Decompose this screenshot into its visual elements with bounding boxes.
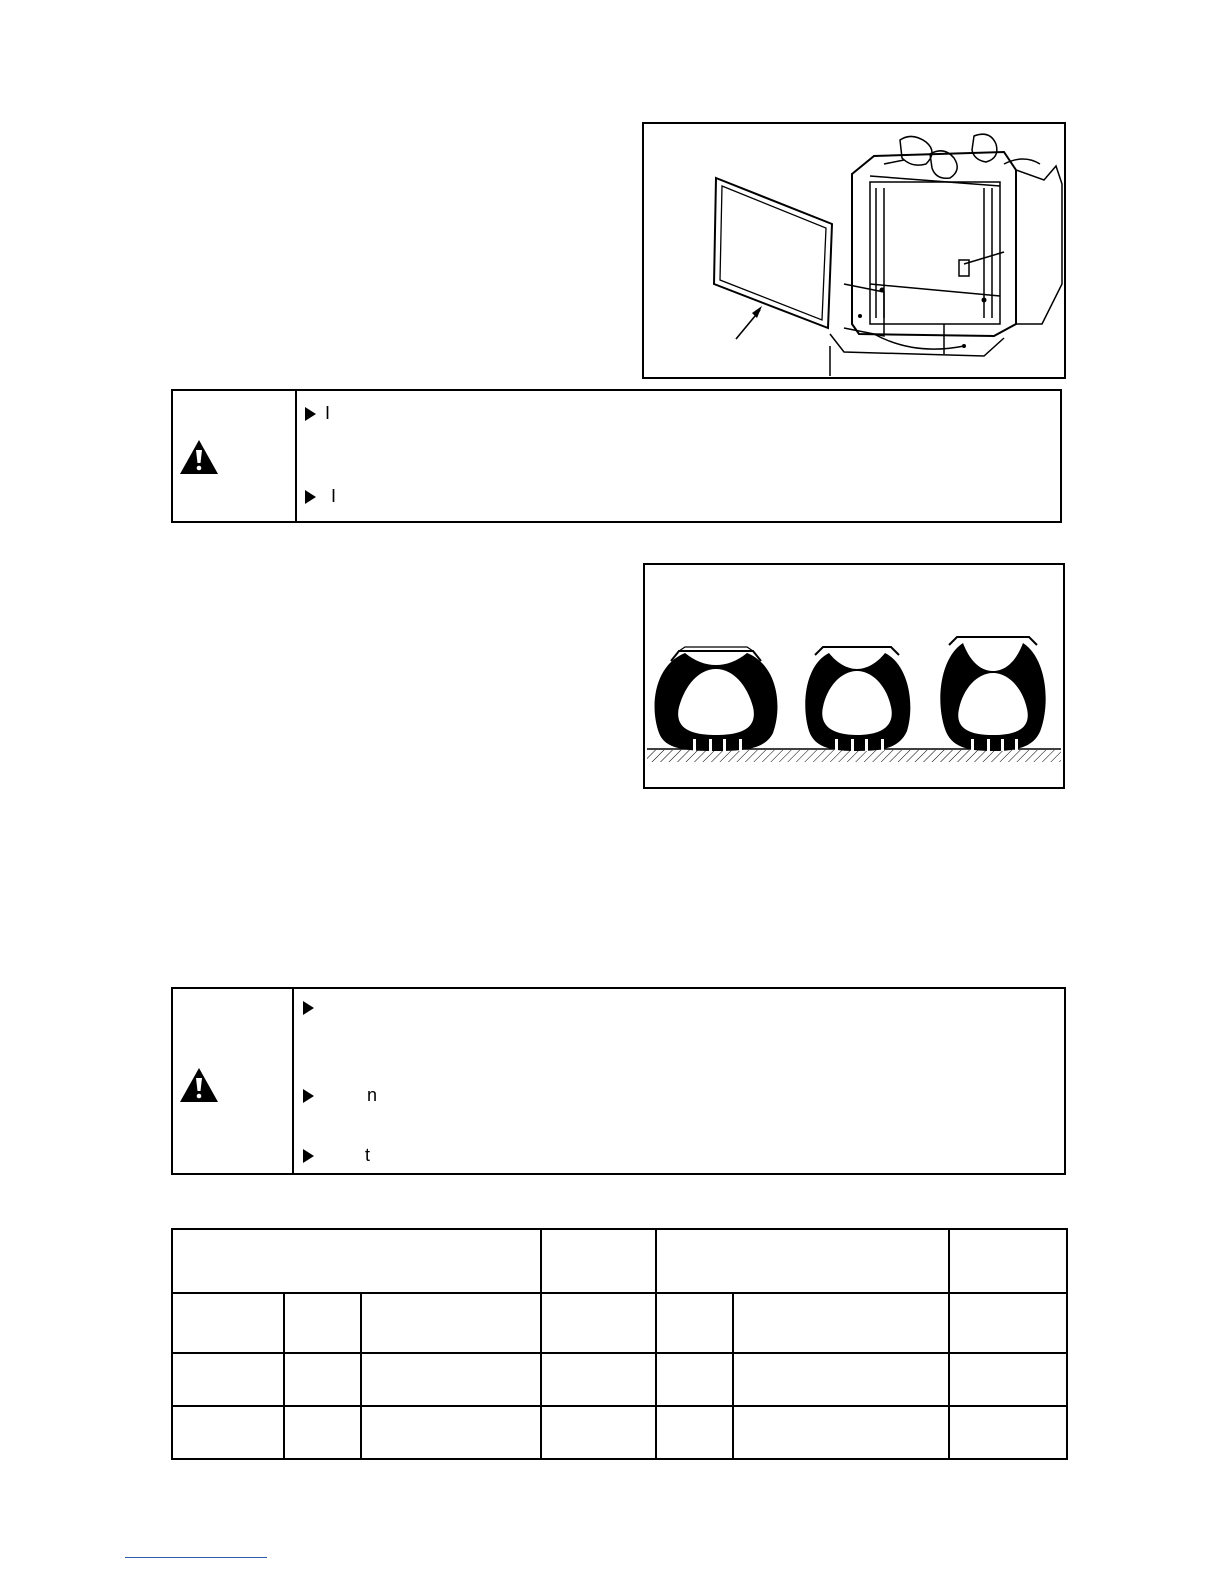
table-cell <box>284 1406 361 1459</box>
table-cell <box>656 1353 733 1406</box>
table-cell <box>361 1293 541 1353</box>
radiator-screen-figure <box>642 122 1066 379</box>
footer-rule <box>125 1557 267 1558</box>
tire-inflation-illustration <box>645 565 1063 787</box>
tire-underinflated <box>655 647 778 751</box>
bullet-arrow-icon <box>303 1001 314 1015</box>
bullet-arrow-icon <box>305 490 316 504</box>
table-cell <box>949 1406 1067 1459</box>
warning-2-bullet-3-text: t <box>365 1145 371 1165</box>
table-row <box>172 1293 1067 1353</box>
table-cell <box>733 1406 949 1459</box>
warning-2-bullet-3 <box>303 1145 370 1166</box>
warning-box-1-icon-cell <box>173 391 297 521</box>
radiator-screen-illustration <box>644 124 1064 377</box>
table-cell <box>541 1293 656 1353</box>
warning-2-bullet-2 <box>303 1085 377 1106</box>
table-cell <box>656 1293 733 1353</box>
table-cell <box>733 1353 949 1406</box>
table-header-cell <box>656 1229 949 1293</box>
table-header-cell <box>541 1229 656 1293</box>
table-cell <box>172 1406 284 1459</box>
table-row <box>172 1353 1067 1406</box>
table-cell <box>541 1406 656 1459</box>
table-header-cell <box>172 1229 541 1293</box>
warning-triangle-icon <box>179 439 219 475</box>
tire-inflation-figure <box>643 563 1065 789</box>
table-row <box>172 1406 1067 1459</box>
table-header-row <box>172 1229 1067 1293</box>
table-cell <box>733 1293 949 1353</box>
table-cell <box>949 1353 1067 1406</box>
warning-1-bullet-1 <box>305 403 330 424</box>
warning-box-1 <box>171 389 1062 523</box>
warning-1-bullet-1-text: I <box>325 403 331 423</box>
tire-overinflated <box>940 637 1045 751</box>
table-cell <box>361 1406 541 1459</box>
table-cell <box>949 1293 1067 1353</box>
table-header-cell <box>949 1229 1067 1293</box>
warning-triangle-icon <box>179 1067 219 1103</box>
bullet-arrow-icon <box>303 1149 314 1163</box>
bullet-arrow-icon <box>305 407 316 421</box>
warning-1-bullet-2-text: I <box>331 486 337 506</box>
table-cell <box>172 1353 284 1406</box>
warning-2-bullet-2-text: n <box>367 1085 378 1105</box>
tire-correct <box>805 647 910 751</box>
bullet-arrow-icon <box>303 1089 314 1103</box>
table-cell <box>541 1353 656 1406</box>
table-cell <box>172 1293 284 1353</box>
warning-1-bullet-2 <box>305 486 336 507</box>
table-cell <box>656 1406 733 1459</box>
table-cell <box>284 1353 361 1406</box>
table-cell <box>284 1293 361 1353</box>
spec-table <box>171 1228 1068 1460</box>
warning-2-bullet-1 <box>303 1001 323 1015</box>
warning-box-2 <box>171 987 1066 1175</box>
table-cell <box>361 1353 541 1406</box>
warning-box-2-icon-cell <box>173 989 294 1173</box>
